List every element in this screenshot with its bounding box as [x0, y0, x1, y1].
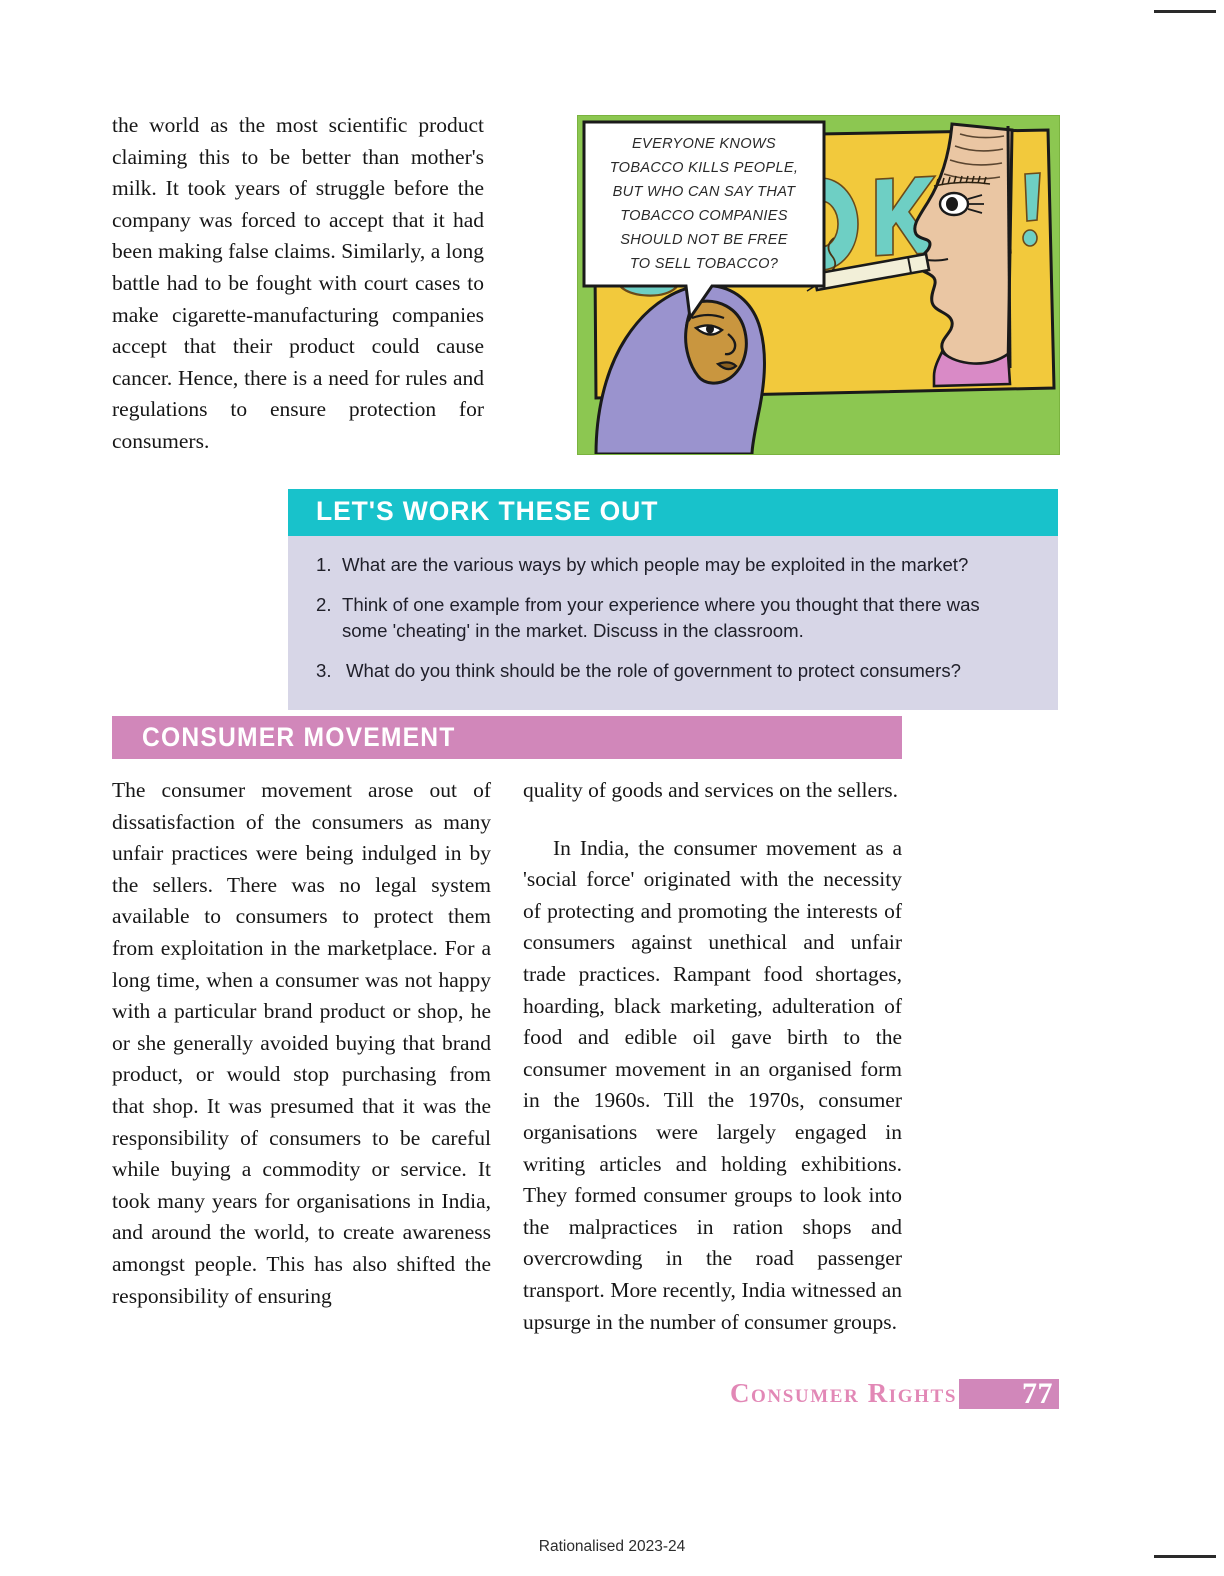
svg-text:TO SELL TOBACCO?: TO SELL TOBACCO? [629, 256, 779, 272]
question-item [316, 592, 1028, 644]
svg-text:TOBACCO KILLS PEOPLE,: TOBACCO KILLS PEOPLE, [609, 160, 799, 176]
left-column [112, 775, 491, 1338]
svg-text:EVERYONE KNOWS: EVERYONE KNOWS [632, 136, 776, 152]
svg-text:TOBACCO COMPANIES: TOBACCO COMPANIES [620, 208, 788, 224]
question-text: What do you think should be the role of government to protect consumers? [346, 659, 961, 681]
svg-text:SHOULD NOT BE FREE: SHOULD NOT BE FREE [620, 232, 788, 248]
page-number: 77 [1022, 1376, 1053, 1410]
intro-column [112, 110, 484, 458]
lets-work-these-out-title: LET'S WORK THESE OUT [288, 489, 1058, 536]
question-item [316, 658, 1028, 684]
consumer-movement-heading-bar [112, 716, 902, 759]
lets-work-these-out-box [288, 489, 1058, 710]
right-column [523, 775, 902, 1338]
lets-work-these-out-questions [288, 536, 1058, 710]
crop-mark-top-right [1154, 10, 1216, 13]
svg-text:BUT WHO CAN SAY THAT: BUT WHO CAN SAY THAT [612, 184, 796, 200]
intro-paragraph: the world as the most scientific product claiming this to be better than mother's milk. It took years of struggle before the company was forced to accept that it had been making false claims. Similarly, a long battle had to be fought with court cases to make cigarette-manufacturing companies accept that their product could cause cancer. Hence, there is a need for rules and regulations to ensure protection for consumers. [112, 113, 484, 453]
rationalised-note: Rationalised 2023-24 [538, 1538, 686, 1555]
question-number: 3. [316, 659, 332, 681]
question-number: 1. [316, 553, 332, 575]
running-head-title: Consumer Rights [729, 1378, 957, 1408]
question-text: What are the various ways by which people may be exploited in the market? [342, 553, 969, 575]
right-column-paragraph: In India, the consumer movement as a 'social force' originated with the necessity of protecting and promoting the interests of consumers against unethical and unfair trade practices. Rampant food shortages, hoarding, black marketing, adulteration of food and edible oil gave birth to the consumer movement in an organised form in the 1960s. Till the 1970s, consumer organisations were largely engaged in writing articles and holding exhibitions. They formed consumer groups to look into the malpractices in ration shops and overcrowding in the road passenger transport. More recently, India witnessed an upsurge in the number of consumer groups. [523, 835, 902, 1334]
consumer-movement-heading-text: CONSUMER MOVEMENT [142, 722, 456, 752]
question-text: Think of one example from your experience where you thought that there was some 'cheating' in the market. Discuss in the classroom. [342, 593, 980, 641]
question-number: 2. [316, 593, 332, 615]
running-head [730, 1378, 1059, 1409]
right-column-continuation: quality of goods and services on the sellers. [523, 778, 898, 802]
left-column-paragraph: The consumer movement arose out of dissatisfaction of the consumers as many unfair practices were being indulged in by the sellers. There was no legal system available to consumers to protect them from exploitation in the marketplace. For a long time, when a consumer was not happy with a particular brand product or shop, he or she generally avoided buying that brand product, or would stop purchasing from that shop. It was presumed that it was the responsibility of consumers to be careful while buying a commodity or service. It took many years for organisations in India, and around the world, to create awareness amongst people. This has also shifted the responsibility of ensuring [112, 778, 491, 1308]
page-number-box [959, 1376, 1059, 1410]
cartoon-illustration [577, 115, 1060, 455]
question-item [316, 552, 1028, 578]
body-columns [112, 775, 902, 1338]
